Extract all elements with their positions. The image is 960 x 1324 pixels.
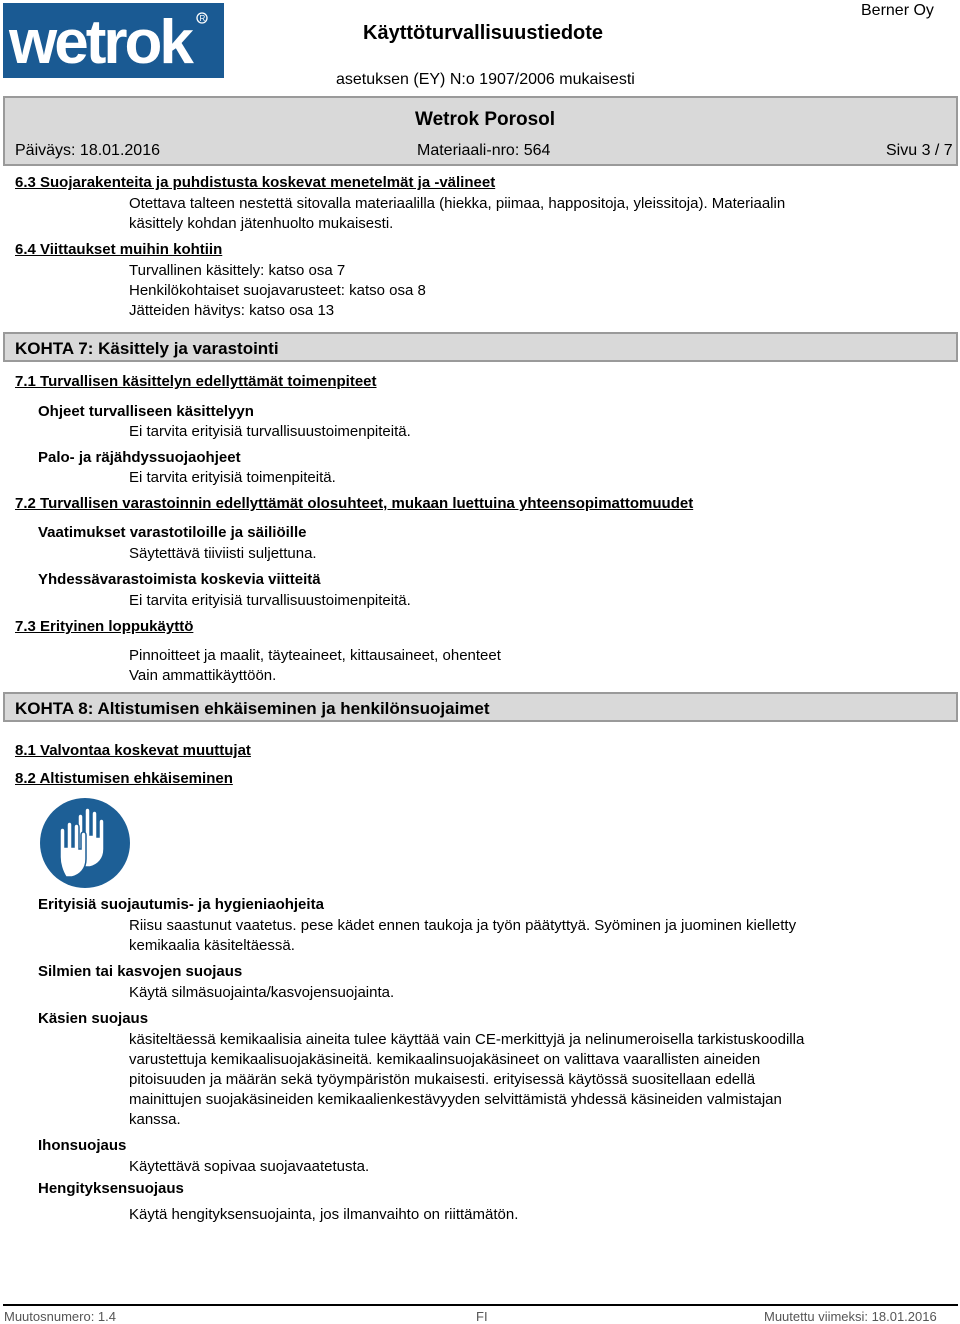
regulation-text: asetuksen (EY) N:o 1907/2006 mukaisesti — [336, 71, 635, 88]
subsection-heading-6-3: 6.3 Suojarakenteita ja puhdistusta koskevat menetelmät ja -välineet — [15, 174, 496, 191]
subsection-heading-7-2: 7.2 Turvallisen varastoinnin edellyttämät olosuhteet, mukaan luettuina yhteensopimattomuudet — [15, 495, 694, 512]
material-number: Materiaali-nro: 564 — [417, 142, 551, 159]
subsection-heading-8-1: 8.1 Valvontaa koskevat muuttujat — [15, 742, 251, 759]
text-6-4-line1: Turvallinen käsittely: katso osa 7 — [129, 262, 346, 279]
subsection-heading-8-2: 8.2 Altistumisen ehkäiseminen — [15, 770, 233, 787]
text-hand-protection-line1: käsiteltäessä kemikaalisia aineita tulee käyttää vain CE-merkittyjä ja nelinumeroisella tarkistuskoodilla — [129, 1031, 805, 1048]
footer-divider — [3, 1304, 958, 1306]
text-skin-protection: Käytettävä sopivaa suojavaatetusta. — [129, 1158, 370, 1175]
label-joint-storage: Yhdessävarastoimista koskevia viitteitä — [38, 571, 321, 588]
text-hand-protection-line4: mainittujen suojakäsineiden kemikaalienkestävyyden selvittämistä yhdessä käsineiden valmistajan — [129, 1091, 782, 1108]
label-fire-protection: Palo- ja räjähdyssuojaohjeet — [38, 449, 241, 466]
text-hygiene-line1: Riisu saastunut vaatetus. pese kädet ennen taukoja ja työn päätyttyä. Syöminen ja juominen kielletty — [129, 917, 797, 934]
footer-last-changed: Muutettu viimeksi: 18.01.2016 — [764, 1309, 937, 1324]
label-safe-handling: Ohjeet turvalliseen käsittelyyn — [38, 403, 254, 420]
text-hygiene-line2: kemikaalia käsiteltäessä. — [129, 937, 295, 954]
text-joint-storage: Ei tarvita erityisiä turvallisuustoimenpiteitä. — [129, 592, 411, 609]
text-end-use-line2: Vain ammattikäyttöön. — [129, 667, 277, 684]
section-7-title: KOHTA 7: Käsittely ja varastointi — [15, 339, 279, 358]
logo-wordmark: wetrok — [9, 8, 191, 77]
subsection-heading-7-3: 7.3 Erityinen loppukäyttö — [15, 618, 194, 635]
text-6-3-line1: Otettava talteen nestettä sitovalla materiaalilla (hiekka, piimaa, happositoja, yleissitoja). Materiaalin — [129, 195, 786, 212]
text-hand-protection-line2: varustettuja kemikaalisuojakäsineitä. kemikaalinsuojakäsineet on valittava vaarallisten aineiden — [129, 1051, 761, 1068]
text-hand-protection-line3: pitoisuuden ja määrän sekä työympäristön mukaisesti. erityisessä käytössä suositellaan edellä — [129, 1071, 756, 1088]
product-name: Wetrok Porosol — [415, 109, 556, 130]
protective-gloves-icon — [38, 797, 132, 889]
text-storage-requirements: Säytettävä tiiviisti suljettuna. — [129, 545, 317, 562]
company-logo — [3, 3, 224, 78]
text-hand-protection-line5: kanssa. — [129, 1111, 181, 1128]
subsection-heading-7-1: 7.1 Turvallisen käsittelyn edellyttämät toimenpiteet — [15, 373, 377, 390]
label-hand-protection: Käsien suojaus — [38, 1010, 149, 1027]
label-storage-requirements: Vaatimukset varastotiloille ja säiliöille — [38, 524, 307, 541]
text-respiratory-protection: Käytä hengityksensuojainta, jos ilmanvaihto on riittämätön. — [129, 1206, 519, 1223]
footer-revision: Muutosnumero: 1.4 — [4, 1309, 117, 1324]
company-name: Berner Oy — [861, 2, 934, 19]
section-8-title: KOHTA 8: Altistumisen ehkäiseminen ja henkilönsuojaimet — [15, 699, 490, 718]
text-eye-protection: Käytä silmäsuojainta/kasvojensuojainta. — [129, 984, 395, 1001]
text-6-4-line2: Henkilökohtaiset suojavarusteet: katso osa 8 — [129, 282, 426, 299]
wetrok-logo — [3, 3, 224, 78]
text-6-3-line2: käsittely kohdan jätenhuolto mukaisesti. — [129, 215, 394, 232]
text-6-4-line3: Jätteiden hävitys: katso osa 13 — [129, 302, 335, 319]
label-eye-protection: Silmien tai kasvojen suojaus — [38, 963, 243, 980]
page-number: Sivu 3 / 7 — [886, 142, 953, 159]
text-fire-protection: Ei tarvita erityisiä toimenpiteitä. — [129, 469, 336, 486]
label-hygiene: Erityisiä suojautumis- ja hygieniaohjeita — [38, 896, 324, 913]
footer-language: FI — [476, 1309, 488, 1324]
document-title: Käyttöturvallisuustiedote — [363, 22, 604, 44]
label-skin-protection: Ihonsuojaus — [38, 1137, 127, 1154]
text-end-use-line1: Pinnoitteet ja maalit, täyteaineet, kittausaineet, ohenteet — [129, 647, 501, 664]
document-date: Päiväys: 18.01.2016 — [15, 142, 160, 159]
subsection-heading-6-4: 6.4 Viittaukset muihin kohtiin — [15, 241, 223, 258]
text-safe-handling: Ei tarvita erityisiä turvallisuustoimenpiteitä. — [129, 423, 411, 440]
svg-text:R: R — [199, 14, 206, 24]
label-respiratory-protection: Hengityksensuojaus — [38, 1180, 184, 1197]
